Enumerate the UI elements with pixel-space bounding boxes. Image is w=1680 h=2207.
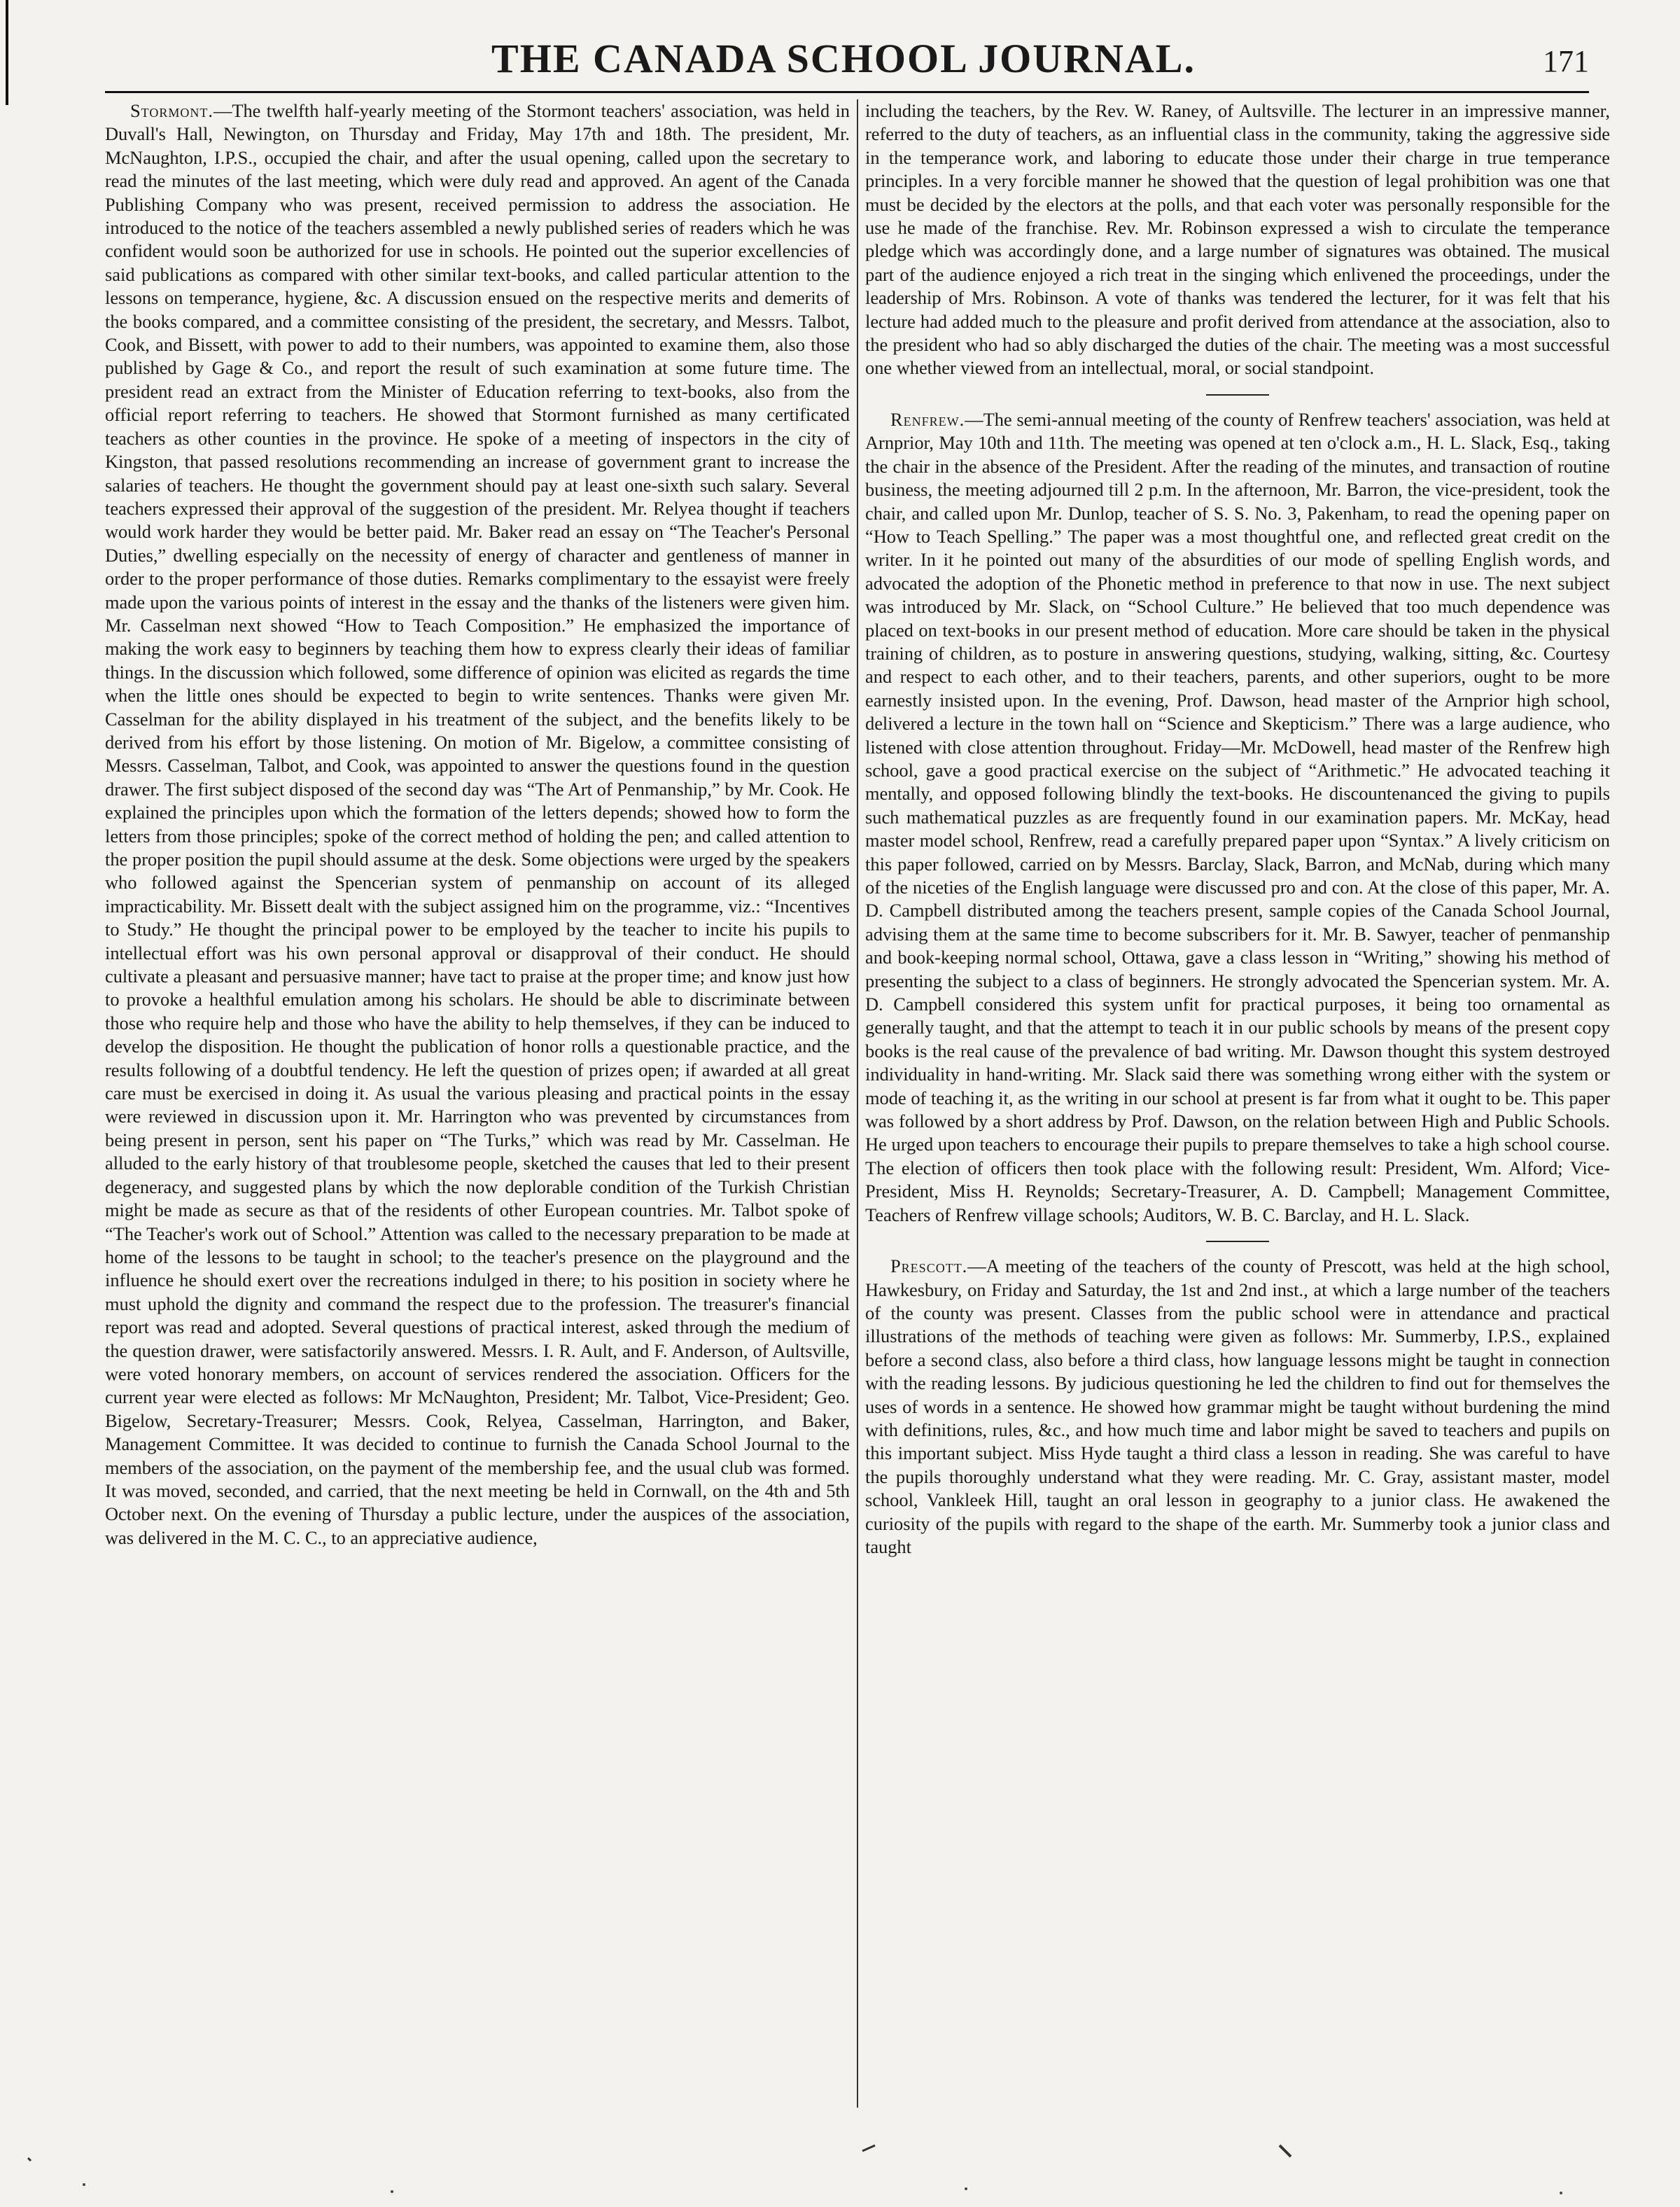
header-rule bbox=[105, 91, 1589, 93]
left-column bbox=[105, 99, 850, 2108]
renfrew-heading: Renfrew. bbox=[890, 408, 965, 430]
right-column bbox=[865, 99, 1610, 2108]
running-header bbox=[98, 31, 1589, 87]
prescott-heading: Prescott. bbox=[890, 1255, 968, 1277]
stormont-article bbox=[105, 99, 850, 1550]
stormont-heading: Stormont. bbox=[130, 100, 214, 121]
section-separator bbox=[1206, 1241, 1269, 1242]
stormont-text: —The twelfth half-yearly meeting of the Stormont teachers' association, was held in Duvall's Hall, Newington, on Thursday and Friday, May 17th and 18th. The president, Mr. McNaughton, I.P.S., occupied the chair, and after the usual opening, called upon the secretary to read the minutes of the last meeting, which were duly read and approved. An agent of the Canada Publishing Company who was present, received permission to address the association. He introduced to the notice of the teachers assembled a newly published series of readers which he was confident would soon be authorized for use in schools. He pointed out the superior excellencies of said publications as compared with other similar text-books, and called particular attention to the lessons on temperance, hygiene, &c. A discussion ensued on the respective merits and demerits of the books compared, and a committee consisting of the president, the secretary, and Messrs. Talbot, Cook, and Bissett, with power to add to their numbers, was appointed to examine them, also those published by Gage & Co., and report the result of such examination at some future time. The president read an extract from the Minister of Education referring to text-books, also from the official report referring to teachers. He showed that Stormont furnished as many certificated teachers as other counties in the province. He spoke of a meeting of inspectors in the city of Kingston, that passed resolutions recommending an increase of government grant to increase the salaries of teachers. He thought the government should pay at least one-sixth such salary. Several teachers expressed their approval of the suggestion of the president. Mr. Relyea thought if teachers would work harder they would be better paid. Mr. Baker read an essay on “The Teacher's Personal Duties,” dwelling especially on the necessity of energy of character and gentleness of manner in order to the proper performance of those duties. Remarks complimentary to the essayist were freely made upon the various points of interest in the essay and the thanks of the listeners were given him. Mr. Casselman next showed “How to Teach Composition.” He emphasized the importance of making the work easy to beginners by teaching them how to express clearly their ideas of familiar things. In the discussion which followed, some difference of opinion was elicited as regards the time when the little ones should be expected to begin to write sentences. Thanks were given Mr. Casselman for the ability displayed in his treatment of the subject, and the benefits likely to be derived from his effort by those listening. On motion of Mr. Bigelow, a committee consisting of Messrs. Casselman, Talbot, and Cook, was appointed to answer the questions found in the question drawer. The first subject disposed of the second day was “The Art of Penmanship,” by Mr. Cook. He explained the principles upon which the formation of the letters depends; showed how to form the letters from those principles; spoke of the correct method of holding the pen; and called attention to the proper position the pupil should assume at the desk. Some objections were urged by the speakers who followed against the Spencerian system of penmanship on account of its alleged impracticability. Mr. Bissett dealt with the subject assigned him on the programme, viz.: “Incentives to Study.” He thought the principal power to be employed by the teacher to incite his pupils to intellectual effort was his own personal approval or disapproval of their conduct. He should cultivate a pleasant and persuasive manner; have tact to praise at the proper time; and know just how to provoke a healthful emulation among his scholars. He should be able to discriminate between those who require help and those who have the ability to help themselves, if they can be induced to develop the disposition. He thought the publication of honor rolls a questionable practice, and the results following of a doubtful tendency. He left the question of prizes open; if awarded at all great care must be exercised in doing it. As usual the various pleasing and practical points in the essay were reviewed in discussion upon it. Mr. Harrington who was prevented by circumstances from being present in person, sent his paper on “The Turks,” which was read by Mr. Casselman. He alluded to the early history of that troublesome people, sketched the causes that led to their present degeneracy, and suggested plans by which the now deplorable condition of the Turkish Christian might be made as secure as that of the residents of other European countries. Mr. Talbot spoke of “The Teacher's work out of School.” Attention was called to the necessary preparation to be made at home of the lessons to be taught in school; to the teacher's presence on the playground and the influence he should exert over the recreations indulged in there; to his position in society where he must uphold the dignity and command the respect due to the profession. The treasurer's financial report was read and adopted. Several questions of practical interest, asked through the medium of the question drawer, were satisfactorily answered. Messrs. I. R. Ault, and F. Anderson, of Aultsville, were voted honorary members, on account of services rendered the association. Officers for the current year were elected as follows: Mr McNaughton, President; Mr. Talbot, Vice-President; Geo. Bigelow, Secretary-Treasurer; Messrs. Cook, Relyea, Casselman, Harrington, and Baker, Management Committee. It was decided to continue to furnish the Canada School Journal to the members of the association, on the payment of the membership fee, and the usual club was formed. It was moved, seconded, and carried, that the next meeting be held in Cornwall, on the 4th and 5th October next. On the evening of Thursday a public lecture, under the auspices of the association, was delivered in the M. C. C., to an appreciative audience, bbox=[105, 100, 850, 1548]
section-separator bbox=[1206, 394, 1269, 396]
renfrew-text: —The semi-annual meeting of the county of Renfrew teachers' association, was held at Arnprior, May 10th and 11th. The meeting was opened at ten o'clock a.m., H. L. Slack, Esq., taking the chair in the absence of the President. After the reading of the minutes, and transaction of routine business, the meeting adjourned till 2 p.m. In the afternoon, Mr. Barron, the vice-president, took the chair, and called upon Mr. Dunlop, teacher of S. S. No. 3, Pakenham, to read the opening paper on “How to Teach Spelling.” The paper was a most thoughtful one, and reflected great credit on the writer. In it he pointed out many of the absurdities of our mode of spelling English words, and advocated the adoption of the Phonetic method in preference to that now in use. The next subject was introduced by Mr. Slack, on “School Culture.” He believed that too much dependence was placed on text-books in our present method of education. More care should be taken in the physical training of children, as to posture in answering questions, studying, walking, sitting, &c. Courtesy and respect to each other, and to their teachers, parents, and other superiors, ought to be more earnestly insisted upon. In the evening, Prof. Dawson, head master of the Arnprior high school, delivered a lecture in the town hall on “Science and Skepticism.” There was a large audience, who listened with close attention throughout. Friday—Mr. McDowell, head master of the Renfrew high school, gave a good practical exercise on the subject of “Arithmetic.” He advocated teaching it mentally, and opposed following blindly the text-books. He discountenanced the giving to pupils such mathematical puzzles as are frequently found in our examination papers. Mr. McKay, head master model school, Renfrew, read a carefully prepared paper upon “Syntax.” A lively criticism on this paper followed, carried on by Messrs. Barclay, Slack, Barron, and McNab, during which many of the niceties of the English language were discussed pro and con. At the close of this paper, Mr. A. D. Campbell distributed among the teachers present, sample copies of the Canada School Journal, advising them at the same time to become subscribers for it. Mr. B. Sawyer, teacher of penmanship and book-keeping normal school, Ottawa, gave a class lesson in “Writing,” showing his method of presenting the subject to a class of beginners. He strongly advocated the Spencerian system. Mr. A. D. Campbell considered this system unfit for practical purposes, it being too ornamental as generally taught, and that the attempt to teach it in our public schools by means of the present copy books is the real cause of the prevalence of bad writing. Mr. Dawson thought this system destroyed individuality in hand-writing. Mr. Slack said there was something wrong either with the system or mode of teaching it, as the writing in our school at present is far from what it ought to be. This paper was followed by a short address by Prof. Dawson, on the relation between High and Public Schools. He urged upon teachers to encourage their pupils to prepare themselves to take a high school course. The election of officers then took place with the following result: President, Wm. Alford; Vice-President, Miss H. Reynolds; Secretary-Treasurer, A. D. Campbell; Management Committee, Teachers of Renfrew village schools; Auditors, W. B. C. Barclay, and H. L. Slack. bbox=[865, 408, 1610, 1225]
renfrew-article bbox=[865, 408, 1610, 1227]
column-divider bbox=[857, 99, 858, 2108]
page-binding-edge bbox=[6, 0, 8, 105]
prescott-text: —A meeting of the teachers of the county of Prescott, was held at the high school, Hawkesbury, on Friday and Saturday, the 1st and 2nd inst., at which a large number of the teachers of the county was present. Classes from the public school were in attendance and practical illustrations of the methods of teaching were given as follows: Mr. Summerby, I.P.S., explained before a second class, also before a third class, how language lessons might be taught in connection with the reading lessons. By judicious questioning he led the children to find out for themselves the uses of words in a sentence. He showed how grammar might be taught without burdening the mind with definitions, rules, &c., and how much time and labor might be saved to teachers and pupils on this important subject. Miss Hyde taught a third class a lesson in reading. She was careful to have the pupils thoroughly understand what they were reading. Mr. C. Gray, assistant master, model school, Vankleek Hill, taught an oral lesson in geography to a junior class. He awakened the curiosity of the pupils with regard to the shape of the earth. Mr. Summerby took a junior class and taught bbox=[865, 1255, 1610, 1557]
prescott-article bbox=[865, 1255, 1610, 1559]
page-number: 171 bbox=[1543, 44, 1589, 78]
journal-title: THE CANADA SCHOOL JOURNAL. bbox=[491, 36, 1196, 81]
stormont-continuation: including the teachers, by the Rev. W. Raney, of Aultsville. The lecturer in an impressive manner, referred to the duty of teachers, as an influential class in the community, taking the aggressive side in the temperance work, and laboring to educate those under their charge in true temperance principles. In a very forcible manner he showed that the question of legal prohibition was one that must be decided by the electors at the polls, and that each voter was personally responsible for the use he made of the franchise. Rev. Mr. Robinson expressed a wish to circulate the temperance pledge which was accordingly done, and a large number of signatures was obtained. The musical part of the audience enjoyed a rich treat in the singing which enlivened the proceedings, under the leadership of Mrs. Robinson. A vote of thanks was tendered the lecturer, for it was felt that his lecture had added much to the pleasure and profit derived from attendance at the association, also to the president who had so ably discharged the duties of the chair. The meeting was a most successful one whether viewed from an intellectual, moral, or social standpoint. bbox=[865, 100, 1610, 379]
scan-specks bbox=[0, 2143, 1680, 2206]
